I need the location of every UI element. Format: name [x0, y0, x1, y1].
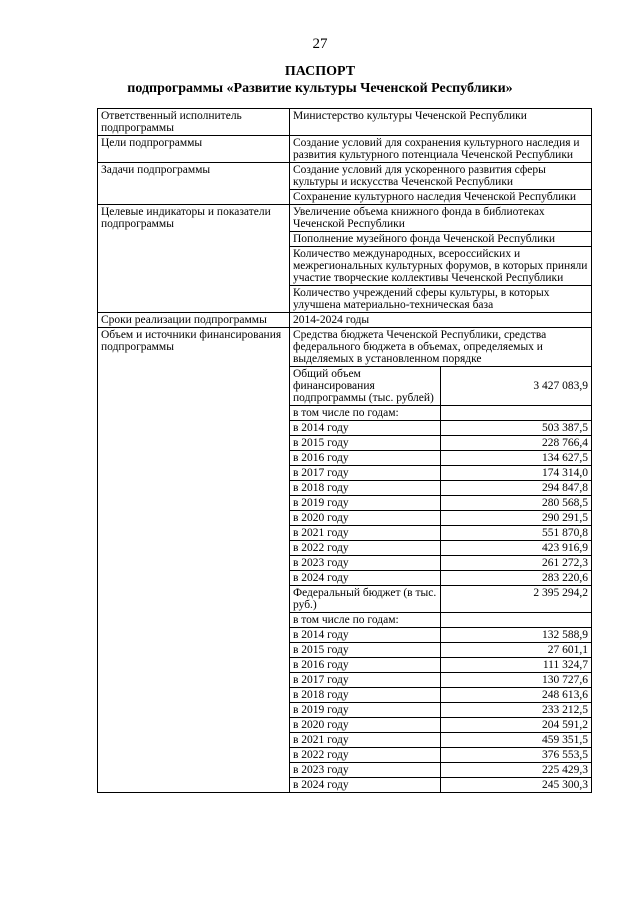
financing-table: [290, 328, 591, 792]
tasks-label: Задачи подпрограммы: [98, 163, 290, 205]
table-row: [290, 703, 591, 718]
tasks-cell: [290, 163, 592, 205]
federal-year-label: в 2015 году: [290, 643, 441, 658]
indicator-item: Количество учреждений сферы культуры, в которых улучшена материально-техническая база: [290, 286, 591, 313]
year-value: 228 766,4: [441, 436, 592, 451]
table-row: [290, 673, 591, 688]
timeline-label: Сроки реализации подпрограммы: [98, 313, 290, 328]
indicator-item: Пополнение музейного фонда Чеченской Республики: [290, 232, 591, 247]
table-row: [290, 466, 591, 481]
federal-year-value: 111 324,7: [441, 658, 592, 673]
table-row: [290, 613, 591, 628]
indicators-label: Целевые индикаторы и показатели подпрограммы: [98, 205, 290, 313]
federal-year-label: в 2016 году: [290, 658, 441, 673]
year-value: 283 220,6: [441, 571, 592, 586]
table-row: [290, 748, 591, 763]
year-value: 503 387,5: [441, 421, 592, 436]
title-line-1: ПАСПОРТ: [284, 64, 356, 79]
row-executor: [98, 109, 592, 136]
row-tasks: [98, 163, 592, 205]
table-row: [290, 436, 591, 451]
title-line-2: подпрограммы «Развитие культуры Чеченской Республики»: [127, 81, 513, 96]
year-label: в 2021 году: [290, 526, 441, 541]
year-value: 261 272,3: [441, 556, 592, 571]
total-value: 3 427 083,9: [441, 367, 592, 406]
total-label: Общий объем финансирования подпрограммы (тыс. рублей): [290, 367, 441, 406]
table-row: [290, 511, 591, 526]
goals-label: Цели подпрограммы: [98, 136, 290, 163]
year-value: 423 916,9: [441, 541, 592, 556]
federal-year-label: в 2023 году: [290, 763, 441, 778]
passport-table: [97, 108, 592, 793]
table-row: [290, 556, 591, 571]
table-row: [290, 643, 591, 658]
year-value: 280 568,5: [441, 496, 592, 511]
table-row: [290, 718, 591, 733]
table-row: [290, 763, 591, 778]
table-row: [290, 733, 591, 748]
table-row: [290, 496, 591, 511]
table-row: [290, 541, 591, 556]
goals-value: Создание условий для сохранения культурного наследия и развития культурного потенциала Чеченской Республики: [290, 136, 592, 163]
row-timeline: [98, 313, 592, 328]
financing-label: Объем и источники финансирования подпрограммы: [98, 328, 290, 793]
federal-year-label: в 2024 году: [290, 778, 441, 793]
federal-year-label: в 2020 году: [290, 718, 441, 733]
table-row: [290, 586, 591, 613]
federal-label: Федеральный бюджет (в тыс. руб.): [290, 586, 441, 613]
federal-by-year-empty: [441, 613, 592, 628]
federal-year-value: 130 727,6: [441, 673, 592, 688]
indicator-item: Увеличение объема книжного фонда в библиотеках Чеченской Республики: [293, 206, 545, 230]
year-value: 290 291,5: [441, 511, 592, 526]
page-number: 27: [312, 36, 328, 52]
year-label: в 2022 году: [290, 541, 441, 556]
indicator-item: Количество международных, всероссийских и межрегиональных культурных форумов, в которых приняли участие творческие коллективы Чеченской Республики: [290, 247, 591, 286]
year-value: 294 847,8: [441, 481, 592, 496]
federal-year-label: в 2018 году: [290, 688, 441, 703]
federal-year-value: 225 429,3: [441, 763, 592, 778]
table-row: [290, 451, 591, 466]
tasks-list: [290, 163, 591, 204]
federal-year-value: 233 212,5: [441, 703, 592, 718]
year-label: в 2015 году: [290, 436, 441, 451]
federal-year-label: в 2022 году: [290, 748, 441, 763]
by-year-empty: [441, 406, 592, 421]
federal-year-value: 27 601,1: [441, 643, 592, 658]
federal-year-value: 132 588,9: [441, 628, 592, 643]
year-label: в 2024 году: [290, 571, 441, 586]
federal-year-label: в 2019 году: [290, 703, 441, 718]
financing-cell: [290, 328, 592, 793]
task-item: Сохранение культурного наследия Чеченской Республики: [290, 190, 591, 205]
table-row: [290, 526, 591, 541]
year-label: в 2016 году: [290, 451, 441, 466]
federal-year-value: 459 351,5: [441, 733, 592, 748]
row-indicators: [98, 205, 592, 313]
indicators-list: [290, 205, 591, 312]
federal-year-value: 248 613,6: [441, 688, 592, 703]
federal-value: 2 395 294,2: [441, 586, 592, 613]
executor-value: Министерство культуры Чеченской Республики: [290, 109, 592, 136]
federal-year-value: 245 300,3: [441, 778, 592, 793]
federal-year-value: 204 591,2: [441, 718, 592, 733]
year-value: 134 627,5: [441, 451, 592, 466]
by-year-label: в том числе по годам:: [290, 406, 441, 421]
document-title: [0, 63, 640, 97]
federal-by-year-label: в том числе по годам:: [290, 613, 441, 628]
executor-label: Ответственный исполнитель подпрограммы: [98, 109, 290, 136]
timeline-value: 2014-2024 годы: [290, 313, 592, 328]
federal-year-label: в 2014 году: [290, 628, 441, 643]
table-row: [290, 571, 591, 586]
year-value: 551 870,8: [441, 526, 592, 541]
year-label: в 2020 году: [290, 511, 441, 526]
year-label: в 2018 году: [290, 481, 441, 496]
table-row: [290, 688, 591, 703]
financing-intro: Средства бюджета Чеченской Республики, средства федерального бюджета в объемах, определяемых и выделяемых в установленном порядке: [293, 329, 547, 365]
task-item: Создание условий для ускоренного развития сферы культуры и искусства Чеченской Республики: [293, 164, 546, 188]
federal-year-label: в 2017 году: [290, 673, 441, 688]
row-goals: [98, 136, 592, 163]
year-label: в 2019 году: [290, 496, 441, 511]
table-row: [290, 658, 591, 673]
row-financing: [98, 328, 592, 793]
table-row: [290, 481, 591, 496]
table-row: [290, 628, 591, 643]
table-row: [290, 421, 591, 436]
year-label: в 2014 году: [290, 421, 441, 436]
year-label: в 2023 году: [290, 556, 441, 571]
federal-year-label: в 2021 году: [290, 733, 441, 748]
indicators-cell: [290, 205, 592, 313]
year-value: 174 314,0: [441, 466, 592, 481]
federal-year-value: 376 553,5: [441, 748, 592, 763]
table-row: [290, 778, 591, 793]
year-label: в 2017 году: [290, 466, 441, 481]
